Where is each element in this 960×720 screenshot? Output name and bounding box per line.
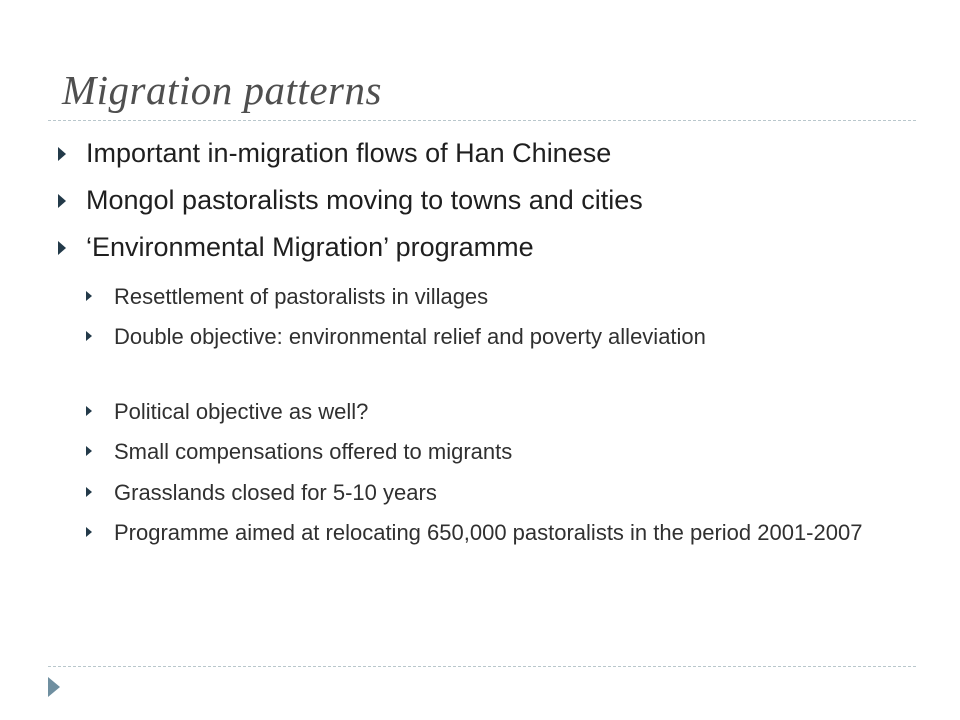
- sub-bullet-text: Grasslands closed for 5-10 years: [114, 480, 437, 505]
- sub-bullet-text: Programme aimed at relocating 650,000 pastoralists in the period 2001-2007: [114, 520, 863, 545]
- triangle-bullet-icon: [86, 446, 92, 456]
- slide-title: Migration patterns: [62, 67, 382, 113]
- sub-bullet-item: [86, 517, 884, 548]
- sub-bullet-text: Political objective as well?: [114, 399, 369, 424]
- triangle-bullet-icon: [86, 331, 92, 341]
- sub-bullet-item: [86, 321, 884, 352]
- triangle-bullet-icon: [86, 406, 92, 416]
- bullet-text: Mongol pastoralists moving to towns and cities: [86, 185, 643, 215]
- sub-bullet-item: [86, 436, 512, 467]
- triangle-bullet-icon: [58, 147, 66, 161]
- bullet-item: [58, 232, 534, 263]
- bottom-divider: [48, 666, 916, 667]
- top-divider: [48, 120, 916, 121]
- bullet-text: ‘Environmental Migration’ programme: [86, 232, 534, 262]
- sub-bullet-text: Small compensations offered to migrants: [114, 439, 513, 464]
- sub-bullet-text: Resettlement of pastoralists in villages: [114, 284, 489, 309]
- bullet-item: [58, 138, 611, 169]
- triangle-bullet-icon: [58, 241, 66, 255]
- sub-bullet-text: Double objective: environmental relief and poverty alleviation: [114, 324, 706, 349]
- bullet-text: Important in-migration flows of Han Chinese: [86, 138, 612, 168]
- sub-bullet-item: [86, 396, 368, 427]
- bullet-item: [58, 185, 643, 216]
- triangle-bullet-icon: [58, 194, 66, 208]
- triangle-bullet-icon: [86, 527, 92, 537]
- triangle-bullet-icon: [86, 291, 92, 301]
- triangle-corner-icon: [48, 677, 60, 697]
- sub-bullet-item: [86, 281, 488, 312]
- triangle-bullet-icon: [86, 487, 92, 497]
- sub-bullet-item: [86, 477, 437, 508]
